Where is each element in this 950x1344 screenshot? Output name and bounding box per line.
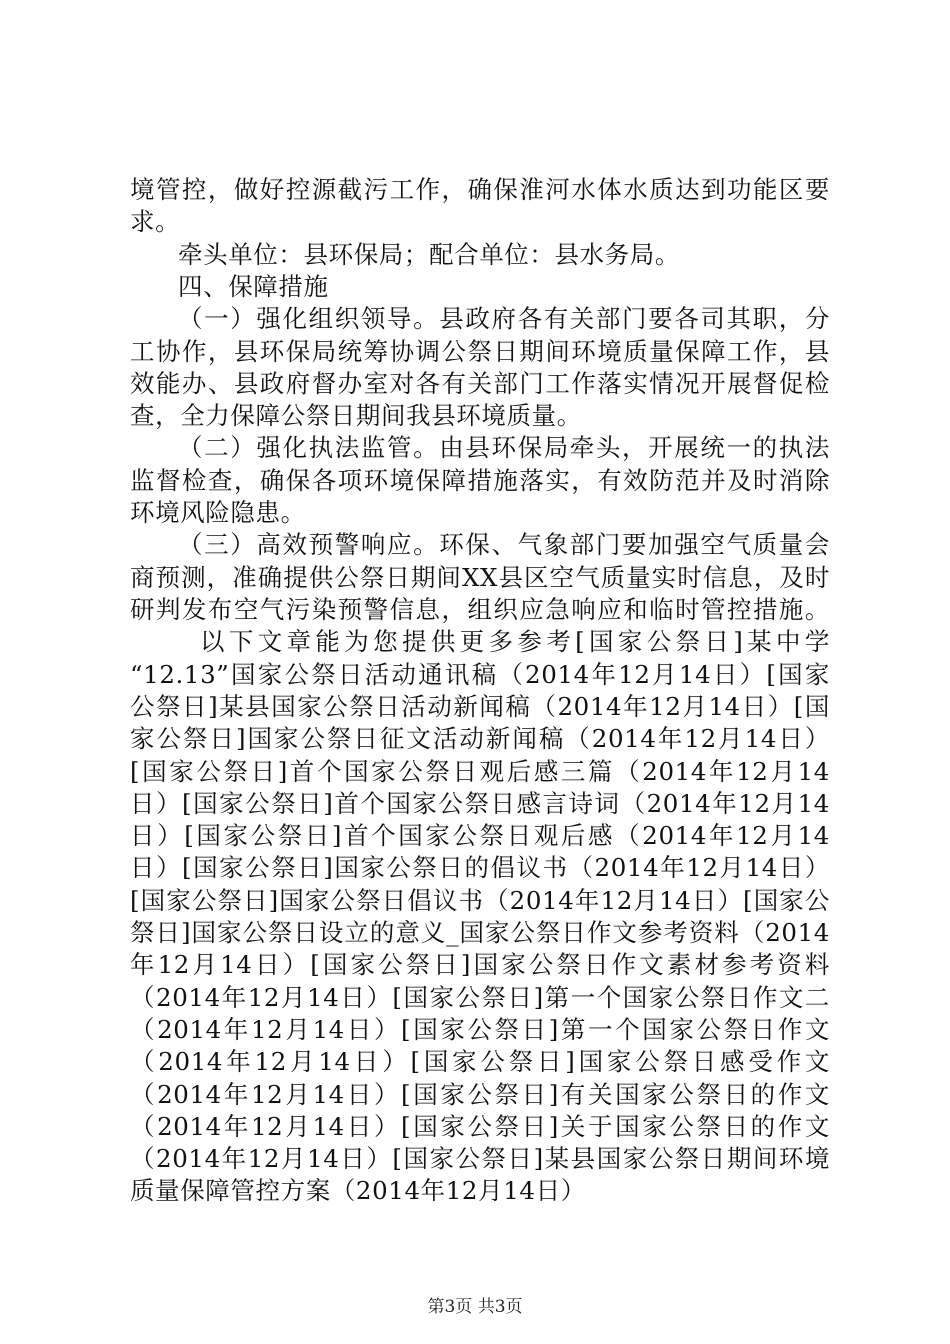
paragraph-line: 年12月14日）[国家公祭日]国家公祭日作文素材参考资料: [130, 950, 830, 979]
paragraph-line: （2014年12月14日）[国家公祭日]有关国家公祭日的作文: [130, 1080, 830, 1109]
paragraph-line: （2014年12月14日）[国家公祭日]某县国家公祭日期间环境: [130, 1144, 830, 1173]
paragraph-line: 工协作，县环保局统筹协调公祭日期间环境质量保障工作，县: [130, 337, 830, 366]
paragraph-line: 日）[国家公祭日]首个国家公祭日感言诗词（2014年12月14: [130, 789, 830, 818]
paragraph-line: [国家公祭日]国家公祭日倡议书（2014年12月14日）[国家公: [130, 886, 830, 915]
paragraph-line: 家公祭日]国家公祭日征文活动新闻稿（2014年12月14日）: [130, 724, 830, 753]
paragraph-line: “12.13”国家公祭日活动通讯稿（2014年12月14日）[国家: [130, 660, 830, 689]
paragraph-line: 以下文章能为您提供更多参考[国家公祭日]某中学: [200, 627, 830, 656]
paragraph-line: 日）[国家公祭日]国家公祭日的倡议书（2014年12月14日）: [130, 853, 830, 882]
paragraph-line: 公祭日]某县国家公祭日活动新闻稿（2014年12月14日）[国: [130, 692, 830, 721]
paragraph-line: （2014年12月14日）[国家公祭日]第一个国家公祭日作文二: [130, 983, 830, 1012]
paragraph-line: [国家公祭日]首个国家公祭日观后感三篇（2014年12月14: [130, 757, 830, 786]
paragraph-line: 研判发布空气污染预警信息，组织应急响应和临时管控措施。: [130, 595, 830, 624]
paragraph-line: 境管控，做好控源截污工作，确保淮河水体水质达到功能区要: [130, 175, 830, 204]
paragraph-line: （2014年12月14日）[国家公祭日]国家公祭日感受作文: [130, 1047, 830, 1076]
paragraph-line: 效能办、县政府督办室对各有关部门工作落实情况开展督促检: [130, 369, 830, 398]
paragraph-line: （一）强化组织领导。县政府各有关部门要各司其职，分: [178, 304, 830, 333]
page-number-footer: 第3页 共3页: [427, 1297, 523, 1317]
paragraph-line: （2014年12月14日）[国家公祭日]关于国家公祭日的作文: [130, 1112, 830, 1141]
paragraph-line: 日）[国家公祭日]首个国家公祭日观后感（2014年12月14: [130, 821, 830, 850]
paragraph-line: （三）高效预警响应。环保、气象部门要加强空气质量会: [178, 530, 830, 559]
paragraph-line: 查，全力保障公祭日期间我县环境质量。: [130, 401, 582, 430]
paragraph-line: 求。: [130, 207, 181, 236]
paragraph-line: 牵头单位：县环保局；配合单位：县水务局。: [178, 240, 680, 269]
paragraph-line: 监督检查，确保各项环境保障措施落实，有效防范并及时消除: [130, 466, 830, 495]
paragraph-line: 祭日]国家公祭日设立的意义_国家公祭日作文参考资料（2014: [130, 918, 830, 947]
paragraph-line: （二）强化执法监管。由县环保局牵头，开展统一的执法: [178, 433, 830, 462]
paragraph-line: （2014年12月14日）[国家公祭日]第一个国家公祭日作文: [130, 1015, 830, 1044]
paragraph-line: 质量保障管控方案（2014年12月14日）: [130, 1176, 586, 1205]
paragraph-line: 环境风险隐患。: [130, 498, 306, 527]
paragraph-line: 商预测，准确提供公祭日期间XX县区空气质量实时信息，及时: [130, 563, 830, 592]
section-heading: 四、保障措施: [178, 272, 329, 301]
